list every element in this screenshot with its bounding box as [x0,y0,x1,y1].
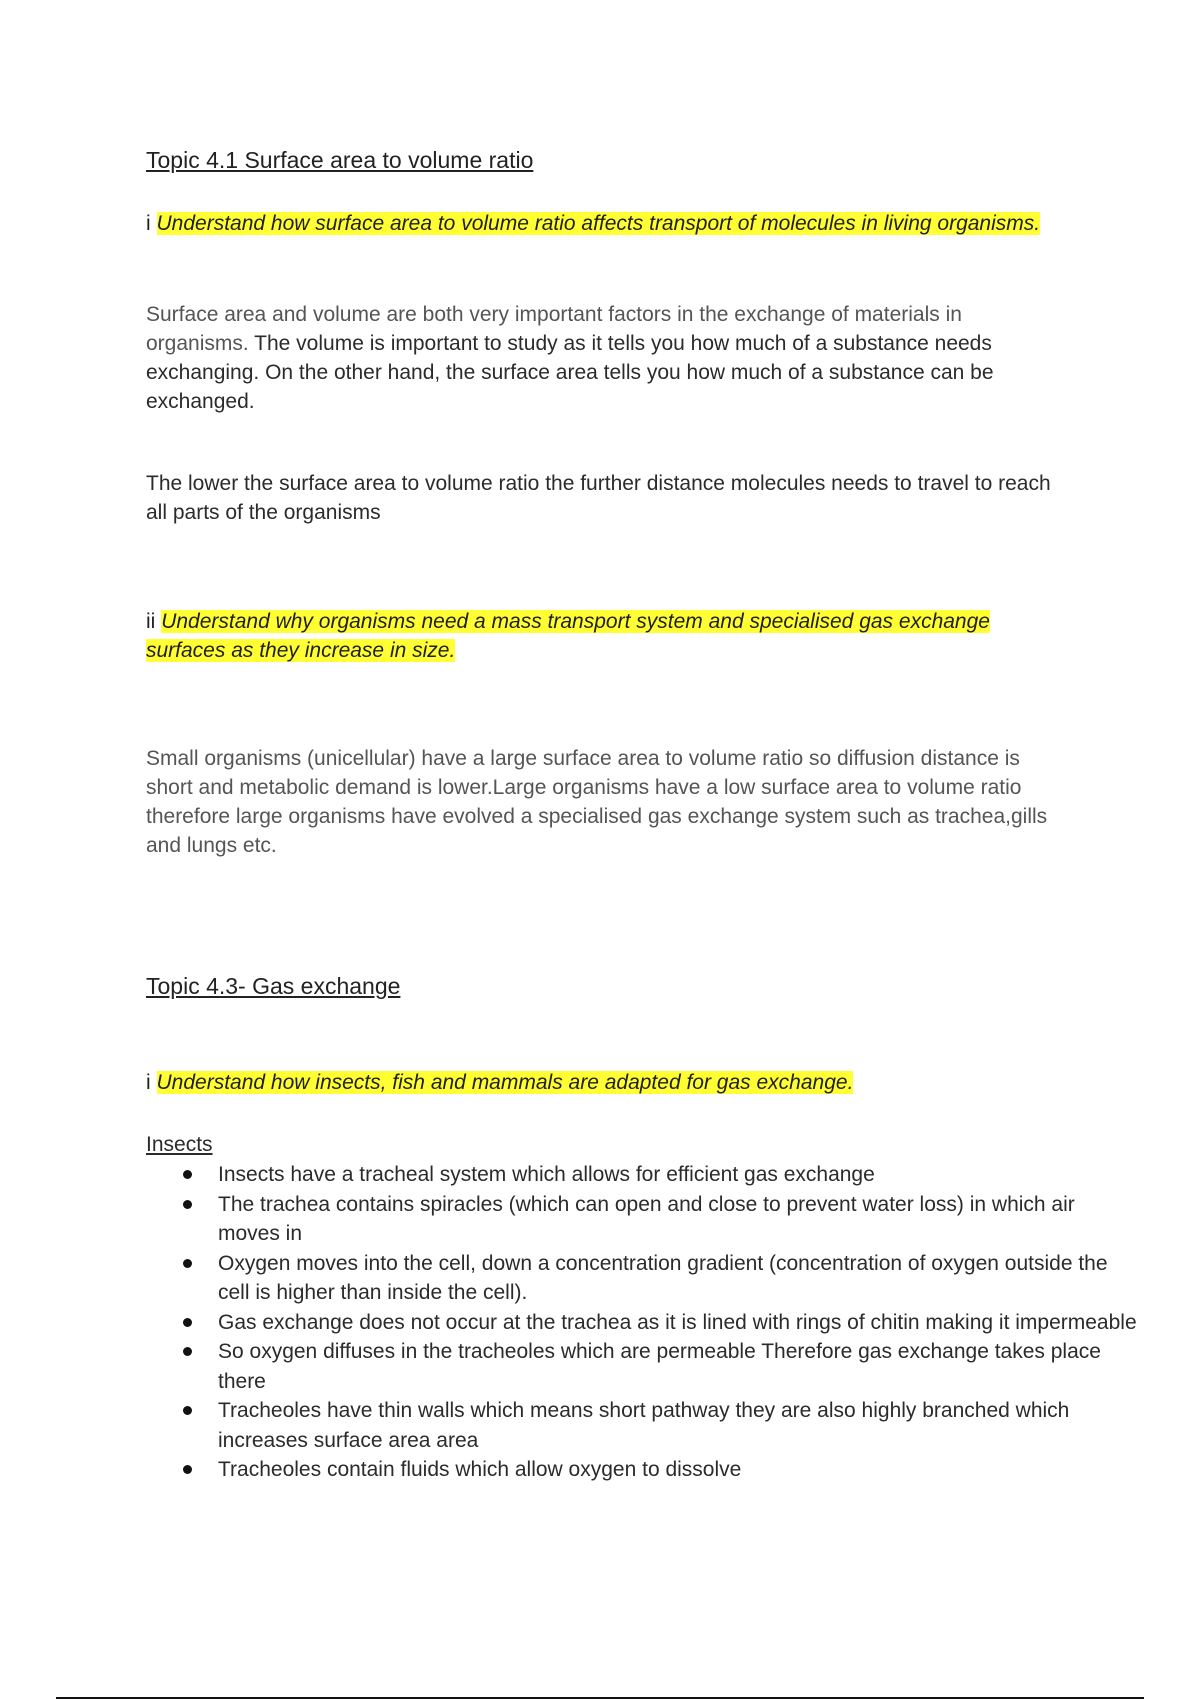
paragraph-ratio-distance: The lower the surface area to volume ratio the further distance molecules needs to travel to reach all parts of the organisms [146,472,1051,524]
insects-bullet-list [146,1160,1138,1485]
footer-divider [56,1697,1144,1699]
paragraph-small-large-organisms: Small organisms (unicellular) have a large surface area to volume ratio so diffusion distance is short and metabolic demand is lower.Large organisms have a low surface area to volume ratio therefore large organisms have evolved a specialised gas exchange system such as trachea,gills and lungs etc. [146,747,1048,857]
highlighted-objective-text: Understand how surface area to volume ratio affects transport of molecules in living organisms. [156,212,1041,235]
list-item-text: So oxygen diffuses in the tracheoles which are permeable Therefore gas exchange takes place there [218,1340,1101,1393]
list-item [218,1160,1138,1190]
list-item [218,1337,1138,1396]
topic-4-1-heading: Topic 4.1 Surface area to volume ratio [146,147,534,173]
list-item [218,1249,1138,1308]
highlighted-objective-text: Understand how insects, fish and mammals are adapted for gas exchange. [156,1071,854,1094]
bullet-icon [183,1318,192,1327]
bullet-icon [183,1465,192,1474]
list-item [218,1190,1138,1249]
highlighted-objective-text: Understand why organisms need a mass transport system and specialised gas exchange surfaces as they increase in size. [146,610,990,662]
list-item-text: Oxygen moves into the cell, down a concentration gradient (concentration of oxygen outside the cell is higher than inside the cell). [218,1251,1108,1304]
objective-numeral: i [146,1071,151,1094]
list-item-text: Insects have a tracheal system which allows for efficient gas exchange [218,1163,875,1186]
bullet-icon [183,1259,192,1268]
objective-numeral: ii [146,610,156,633]
bullet-icon [183,1200,192,1209]
list-item [218,1455,1138,1485]
topic-4-3-heading: Topic 4.3- Gas exchange [146,973,401,999]
bullet-icon [183,1170,192,1179]
bullet-icon [183,1347,192,1356]
list-item-text: The trachea contains spiracles (which can open and close to prevent water loss) in which air moves in [218,1192,1075,1245]
paragraph-surface-area-volume [146,300,1066,416]
bullet-icon [183,1406,192,1415]
list-item [218,1308,1138,1338]
list-item-text: Tracheoles have thin walls which means short pathway they are also highly branched which increases surface area area [218,1399,1070,1452]
list-item-text: Tracheoles contain fluids which allow oxygen to dissolve [218,1458,742,1481]
paragraph-rest: The volume is important to study as it tells you how much of a substance needs exchanging. On the other hand, the surface area tells you how much of a substance can be exchanged. [146,332,994,413]
objective-4-1-ii [146,607,1066,665]
paragraph-grey-lead: Surface area and volume are both very important factors in the exchange of materials in organisms. [146,303,962,355]
list-item-text: Gas exchange does not occur at the trachea as it is lined with rings of chitin making it impermeable [218,1310,1137,1334]
objective-4-1-i [146,209,1066,238]
objective-4-3-i [146,1068,1066,1097]
list-item [218,1396,1138,1455]
insects-subheading: Insects [146,1133,213,1156]
objective-numeral: i [146,212,151,235]
